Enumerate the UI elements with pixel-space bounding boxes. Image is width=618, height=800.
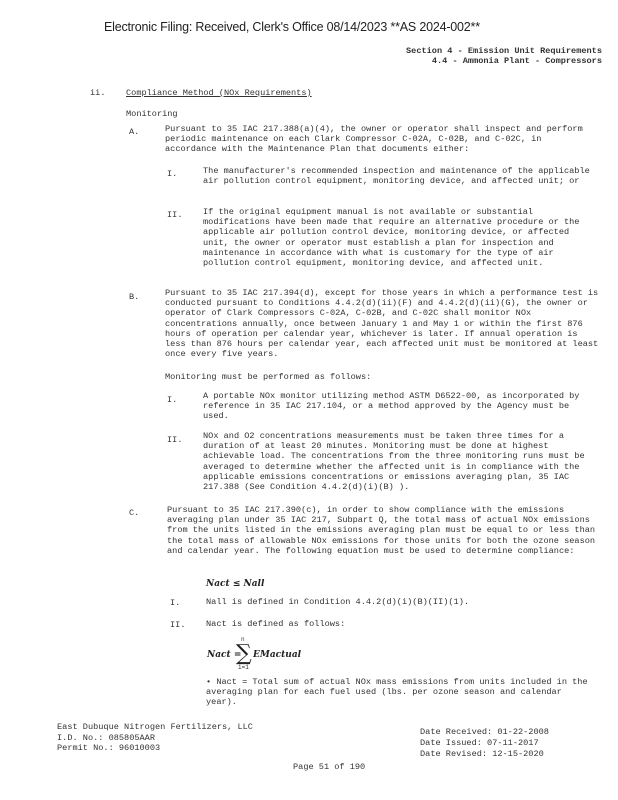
footer-permit: Permit No.: 96010003 bbox=[57, 743, 161, 753]
item-b-follow: Monitoring must be performed as follows: bbox=[165, 372, 372, 382]
equation-compliance: Nact ≤ Nall bbox=[206, 579, 265, 589]
footer-date-received: Date Received: 01-22-2008 bbox=[420, 727, 549, 737]
item-a-i-label: I. bbox=[167, 169, 178, 179]
item-b-label: B. bbox=[129, 292, 140, 302]
summation-symbol: ∑ bbox=[236, 641, 252, 666]
nact-definition: • Nact = Total sum of actual NOx mass emissions from units included in the averaging plan for each fuel used (lbs. per ozone season and calendar year). bbox=[206, 677, 588, 708]
page-number: Page 51 of 190 bbox=[293, 762, 366, 772]
item-b-ii-text: NOx and O2 concentrations measurements must be taken three times for a duration of at least 20 minutes. Monitoring must be done at highest achievable load. The concentrations from the three monitoring runs must be averaged to determine whether the affected unit is in compliance with the applicable emissions concentrations or emissions averaging plan, 35 IAC 217.388 (See Condition 4.4.2(d)(i)(B) ). bbox=[203, 431, 585, 493]
equation-sum-left: Nact = bbox=[207, 650, 242, 660]
section-header-line-2: 4.4 - Ammonia Plant - Compressors bbox=[431, 56, 602, 66]
filing-stamp: Electronic Filing: Received, Clerk's Office 08/14/2023 **AS 2024-002** bbox=[104, 20, 480, 34]
sum-upper-limit: n bbox=[241, 636, 245, 643]
item-c-label: C. bbox=[129, 508, 140, 518]
sum-lower-limit: i=1 bbox=[238, 664, 249, 671]
item-c-ii-label: II. bbox=[170, 620, 186, 630]
item-a-ii-text: If the original equipment manual is not available or substantial modifications have been made that require an alternative procedure or the applicable air pollution control device, monitoring device, or affected unit, the owner or operator must establish a plan for inspection and maintenance in accordance with what is customary for the type of air pollution control equipment, monitoring device, and affected unit. bbox=[203, 207, 580, 269]
section-subtitle: Monitoring bbox=[126, 109, 178, 119]
item-c-i-text: Nall is defined in Condition 4.4.2(d)(i)(B)(II)(1). bbox=[206, 597, 470, 607]
item-a-ii-label: II. bbox=[167, 210, 183, 220]
item-b-ii-label: II. bbox=[167, 435, 183, 445]
item-a-i-text: The manufacturer's recommended inspection and maintenance of the applicable air pollution control equipment, monitoring device, and affected unit; or bbox=[203, 166, 590, 187]
section-title: Compliance Method (NOx Requirements) bbox=[126, 88, 312, 98]
item-c-text: Pursuant to 35 IAC 217.390(c), in order to show compliance with the emissions averaging plan under 35 IAC 217, Subpart Q, the total mass of actual NOx emissions from the units listed in the emissions averaging plan must be equal to or less than the total mass of allowable NOx emissions for those units for both the ozone season and calendar year. The following equation must be used to determine compliance: bbox=[167, 505, 596, 556]
item-c-i-label: I. bbox=[170, 598, 181, 608]
item-b-i-label: I. bbox=[167, 395, 178, 405]
section-header-line-1: Section 4 - Emission Unit Requirements bbox=[406, 46, 602, 56]
footer-date-issued: Date Issued: 07-11-2017 bbox=[420, 738, 539, 748]
footer-id: I.D. No.: 085805AAR bbox=[57, 733, 155, 743]
item-a-label: A. bbox=[129, 127, 140, 137]
item-b-i-text: A portable NOx monitor utilizing method ASTM D6522-00, as incorporated by reference in 35 IAC 217.104, or a method approved by the Agency must be used. bbox=[203, 391, 580, 422]
item-b-text: Pursuant to 35 IAC 217.394(d), except for those years in which a performance test is conducted pursuant to Conditions 4.4.2(d)(ii)(F) and 4.4.2(d)(ii)(G), the owner or operator of Clark Compressors C-02A, C-02B, and C-02C shall monitor NOx concentrations annually, once between January 1 and May 1 or within the first 876 hours of operation per calendar year, whichever is later. If annual operation is less than 876 hours per calendar year, each affected unit must be monitored at least once every five years. bbox=[165, 288, 599, 360]
section-number: ii. bbox=[90, 88, 106, 98]
item-a-text: Pursuant to 35 IAC 217.388(a)(4), the owner or operator shall inspect and perform periodic maintenance on each Clark Compressor C-02A, C-02B, and C-02C, in accordance with the Maintenance Plan that documents either: bbox=[165, 124, 583, 155]
item-c-ii-text: Nact is defined as follows: bbox=[206, 619, 346, 629]
equation-sum-right: EMactual bbox=[253, 650, 302, 660]
footer-date-revised: Date Revised: 12-15-2020 bbox=[420, 749, 544, 759]
footer-company: East Dubuque Nitrogen Fertilizers, LLC bbox=[57, 722, 253, 732]
